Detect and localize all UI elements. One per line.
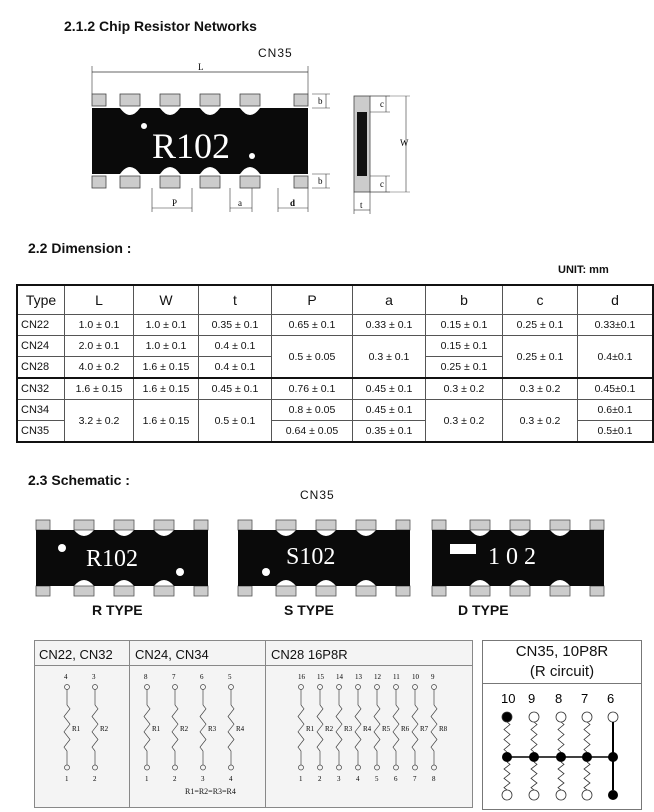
cn22-top-pin xyxy=(93,685,98,690)
cn24-top-pin-label: 6 xyxy=(200,673,204,681)
section-heading-23: 2.3 Schematic : xyxy=(28,472,130,488)
table-cell: 3.2 ± 0.2 xyxy=(65,400,134,443)
cn24-bottom-pin-label: 3 xyxy=(201,775,205,783)
circuit-label-cn24-cn34: CN24, CN34 xyxy=(135,647,209,662)
cn28-top-pin-label: 11 xyxy=(393,673,400,681)
table-cell: 0.5 ± 0.05 xyxy=(272,336,353,379)
section-heading-22: 2.2 Dimension : xyxy=(28,240,132,256)
cn35-pin-label: 8 xyxy=(555,691,563,706)
cn28-resistor xyxy=(298,705,304,751)
header-P: P xyxy=(272,285,353,315)
cn28-top-pin xyxy=(356,685,361,690)
cn35-bottom-pin xyxy=(582,790,592,800)
cn35-resistor xyxy=(504,722,510,752)
table-cell: 0.4 ± 0.1 xyxy=(199,336,272,357)
cn22-resistor-label: R1 xyxy=(72,725,81,733)
header-c: c xyxy=(503,285,578,315)
cn35-resistor xyxy=(531,722,537,752)
header-d: d xyxy=(578,285,654,315)
table-cell: CN35 xyxy=(17,421,65,443)
cn28-top-pin-label: 15 xyxy=(317,673,324,681)
chip-dimension-drawing xyxy=(80,58,380,218)
table-cell: 1.6 ± 0.15 xyxy=(134,357,199,379)
r-type-marking: R102 xyxy=(86,546,139,572)
cn24-top-pin xyxy=(145,685,150,690)
cn24-bottom-pin xyxy=(201,765,206,770)
cn35-bottom-pin xyxy=(608,790,618,800)
cn28-resistor xyxy=(355,705,361,751)
cn24-resistor xyxy=(172,705,178,751)
cn35-top-pin xyxy=(529,712,539,722)
table-cell: 0.76 ± 0.1 xyxy=(272,378,353,400)
table-header-row xyxy=(17,285,653,315)
table-cell: 0.5±0.1 xyxy=(578,421,654,443)
cn28-bottom-pin xyxy=(394,765,399,770)
cn28-resistor xyxy=(431,705,437,751)
table-cell: 0.45±0.1 xyxy=(578,378,654,400)
cn28-top-pin xyxy=(299,685,304,690)
section-heading-212: 2.1.2 Chip Resistor Networks xyxy=(64,18,257,34)
table-cell: CN24 xyxy=(17,336,65,357)
cn24-resistor-label: R3 xyxy=(208,725,217,733)
circuit-diagrams xyxy=(35,665,472,807)
cn28-bottom-pin-label: 3 xyxy=(337,775,341,783)
table-cell: 0.25 ± 0.1 xyxy=(503,315,578,336)
cn28-resistor-label: R1 xyxy=(306,725,315,733)
table-cell: CN32 xyxy=(17,378,65,400)
table-cell: 0.3 ± 0.2 xyxy=(426,400,503,443)
table-cell: 0.65 ± 0.1 xyxy=(272,315,353,336)
cn28-bottom-pin xyxy=(432,765,437,770)
cn35-top-pin xyxy=(582,712,592,722)
d-type-chip xyxy=(430,518,608,598)
table-cell: 0.35 ± 0.1 xyxy=(199,315,272,336)
cn35-resistor xyxy=(558,762,564,790)
cn28-top-pin xyxy=(394,685,399,690)
cn28-resistor-label: R7 xyxy=(420,725,429,733)
cn35-pin-label: 10 xyxy=(501,691,516,706)
cn28-resistor xyxy=(374,705,380,751)
circuit-label-cn22-cn32: CN22, CN32 xyxy=(39,647,113,662)
cn22-bottom-pin xyxy=(93,765,98,770)
circuit-label-cn28: CN28 16P8R xyxy=(271,647,348,662)
cn28-bottom-pin xyxy=(337,765,342,770)
cn35-top-pin xyxy=(556,712,566,722)
table-cell: CN28 xyxy=(17,357,65,379)
chip-marking: R102 xyxy=(152,126,231,166)
table-cell: 0.64 ± 0.05 xyxy=(272,421,353,443)
cn35-bottom-pin xyxy=(529,790,539,800)
dim-d-label: d xyxy=(290,198,296,208)
dim-b-bottom-label: b xyxy=(318,176,323,186)
cn35-circuit-panel xyxy=(482,640,642,810)
cn28-resistor-label: R6 xyxy=(401,725,410,733)
cn28-bottom-pin xyxy=(375,765,380,770)
table-row xyxy=(17,378,653,400)
cn28-bottom-pin-label: 1 xyxy=(299,775,303,783)
table-cell: 0.25 ± 0.1 xyxy=(426,357,503,379)
dim-t-label: t xyxy=(360,200,363,210)
cn28-resistor xyxy=(317,705,323,751)
dim-L-label: L xyxy=(198,62,204,72)
cn28-bottom-pin-label: 6 xyxy=(394,775,398,783)
cn24-bottom-pin xyxy=(173,765,178,770)
cn22-bottom-pin-label: 1 xyxy=(65,775,69,783)
cn24-resistor-label: R1 xyxy=(152,725,161,733)
cn28-top-pin-label: 12 xyxy=(374,673,381,681)
cn35-top-pin xyxy=(502,712,512,722)
table-cell: 0.45 ± 0.1 xyxy=(199,378,272,400)
cn35-pin-label: 7 xyxy=(581,691,589,706)
cn22-top-pin-label: 3 xyxy=(92,673,96,681)
table-row xyxy=(17,315,653,336)
cn24-top-pin xyxy=(201,685,206,690)
cn28-top-pin-label: 10 xyxy=(412,673,419,681)
cn35-resistor xyxy=(504,762,510,790)
cn28-resistor-label: R5 xyxy=(382,725,391,733)
cn35-circuit-subtitle: (R circuit) xyxy=(529,663,595,680)
cn24-top-pin-label: 7 xyxy=(172,673,176,681)
table-cell: 0.35 ± 0.1 xyxy=(353,421,426,443)
cn28-bottom-pin-label: 4 xyxy=(356,775,360,783)
cn24-bottom-pin-label: 4 xyxy=(229,775,233,783)
cn28-resistor-label: R2 xyxy=(325,725,334,733)
table-cell: 0.4±0.1 xyxy=(578,336,654,379)
cn28-top-pin xyxy=(318,685,323,690)
cn22-top-pin-label: 4 xyxy=(64,673,68,681)
dim-a-label: a xyxy=(238,198,242,208)
dim-b-top-label: b xyxy=(318,96,323,106)
table-cell: 1.0 ± 0.1 xyxy=(134,336,199,357)
table-cell: 0.3 ± 0.2 xyxy=(426,378,503,400)
header-W: W xyxy=(134,285,199,315)
cn28-bottom-pin xyxy=(318,765,323,770)
cn22-bottom-pin xyxy=(65,765,70,770)
table-cell: CN22 xyxy=(17,315,65,336)
r-type-chip xyxy=(34,518,212,598)
s-type-marking: S102 xyxy=(286,544,336,570)
d-type-marking: 1 0 2 xyxy=(488,544,536,570)
drawing-model-label: CN35 xyxy=(258,46,293,60)
table-cell: 0.6±0.1 xyxy=(578,400,654,421)
cn35-bottom-pin xyxy=(502,790,512,800)
table-cell: 1.6 ± 0.15 xyxy=(134,378,199,400)
table-cell: 0.4 ± 0.1 xyxy=(199,357,272,379)
cn28-top-pin-label: 14 xyxy=(336,673,343,681)
schematic-model-label: CN35 xyxy=(300,488,335,502)
cn24-bottom-pin-label: 1 xyxy=(145,775,149,783)
table-cell: 0.45 ± 0.1 xyxy=(353,378,426,400)
dim-c-bottom-label: c xyxy=(380,179,384,189)
cn35-resistor xyxy=(558,722,564,752)
table-cell: 4.0 ± 0.2 xyxy=(65,357,134,379)
cn22-resistor xyxy=(64,705,70,751)
table-cell: 0.3 ± 0.2 xyxy=(503,400,578,443)
cn35-pin-label: 6 xyxy=(607,691,615,706)
cn28-top-pin-label: 9 xyxy=(431,673,435,681)
cn35-resistor xyxy=(531,762,537,790)
cn28-resistor-label: R3 xyxy=(344,725,353,733)
table-cell: 0.15 ± 0.1 xyxy=(426,336,503,357)
table-cell: 1.6 ± 0.15 xyxy=(134,400,199,443)
cn28-top-pin-label: 13 xyxy=(355,673,362,681)
table-cell: 2.0 ± 0.1 xyxy=(65,336,134,357)
cn24-top-pin-label: 5 xyxy=(228,673,232,681)
table-cell: 1.0 ± 0.1 xyxy=(65,315,134,336)
s-type-label: S TYPE xyxy=(284,602,334,618)
cn22-bottom-pin-label: 2 xyxy=(93,775,97,783)
cn24-bottom-pin xyxy=(229,765,234,770)
cn28-bottom-pin xyxy=(413,765,418,770)
unit-label: UNIT: mm xyxy=(558,264,609,276)
header-type: Type xyxy=(17,285,65,315)
cn35-bottom-pin xyxy=(556,790,566,800)
cn24-resistor xyxy=(200,705,206,751)
cn28-bottom-pin-label: 5 xyxy=(375,775,379,783)
cn35-circuit-diagram xyxy=(483,685,641,809)
cn35-circuit-title: CN35, 10P8R xyxy=(515,643,609,660)
cn24-resistor-label: R2 xyxy=(180,725,189,733)
table-cell: 1.6 ± 0.15 xyxy=(65,378,134,400)
cn28-bottom-pin-label: 2 xyxy=(318,775,322,783)
table-row xyxy=(17,400,653,421)
cn35-resistor xyxy=(584,762,590,790)
cn28-top-pin xyxy=(413,685,418,690)
cn35-resistor xyxy=(584,722,590,752)
cn28-top-pin xyxy=(432,685,437,690)
cn24-top-pin-label: 8 xyxy=(144,673,148,681)
table-cell: CN34 xyxy=(17,400,65,421)
dim-P-label: P xyxy=(172,198,178,208)
dim-c-top-label: c xyxy=(380,99,384,109)
cn28-resistor xyxy=(412,705,418,751)
cn28-bottom-pin-label: 8 xyxy=(432,775,436,783)
cn28-top-pin xyxy=(375,685,380,690)
table-cell: 0.33 ± 0.1 xyxy=(353,315,426,336)
cn24-bottom-pin xyxy=(145,765,150,770)
cn28-resistor-label: R8 xyxy=(439,725,448,733)
cn35-top-pin xyxy=(608,712,618,722)
cn35-pin-label: 9 xyxy=(528,691,536,706)
chip-side-view xyxy=(340,86,420,216)
table-cell: 0.8 ± 0.05 xyxy=(272,400,353,421)
cn28-bottom-pin xyxy=(356,765,361,770)
cn28-resistor xyxy=(393,705,399,751)
cn24-bottom-pin-label: 2 xyxy=(173,775,177,783)
cn22-resistor-label: R2 xyxy=(100,725,109,733)
table-cell: 0.3 ± 0.1 xyxy=(353,336,426,379)
cn24-resistor-label: R4 xyxy=(236,725,245,733)
cn24-resistor xyxy=(144,705,150,751)
table-cell: 0.25 ± 0.1 xyxy=(503,336,578,379)
s-type-chip xyxy=(236,518,414,598)
header-L: L xyxy=(65,285,134,315)
cn22-top-pin xyxy=(65,685,70,690)
cn28-bottom-pin-label: 7 xyxy=(413,775,417,783)
table-cell: 0.33±0.1 xyxy=(578,315,654,336)
cn28-top-pin-label: 16 xyxy=(298,673,305,681)
cn28-resistor xyxy=(336,705,342,751)
table-cell: 0.5 ± 0.1 xyxy=(199,400,272,443)
cn22-resistor xyxy=(92,705,98,751)
cn24-top-pin xyxy=(173,685,178,690)
header-b: b xyxy=(426,285,503,315)
d-type-label: D TYPE xyxy=(458,602,509,618)
resistor-equality-note: R1=R2=R3=R4 xyxy=(185,787,236,796)
header-t: t xyxy=(199,285,272,315)
dim-W-label: W xyxy=(400,138,409,148)
cn28-bottom-pin xyxy=(299,765,304,770)
circuit-panel xyxy=(34,640,473,808)
dimension-table xyxy=(16,284,654,443)
cn28-resistor-label: R4 xyxy=(363,725,372,733)
table-cell: 1.0 ± 0.1 xyxy=(134,315,199,336)
r-type-label: R TYPE xyxy=(92,602,143,618)
table-cell: 0.45 ± 0.1 xyxy=(353,400,426,421)
header-a: a xyxy=(353,285,426,315)
cn28-top-pin xyxy=(337,685,342,690)
cn24-resistor xyxy=(228,705,234,751)
table-row xyxy=(17,336,653,357)
table-cell: 0.15 ± 0.1 xyxy=(426,315,503,336)
cn24-top-pin xyxy=(229,685,234,690)
table-cell: 0.3 ± 0.2 xyxy=(503,378,578,400)
